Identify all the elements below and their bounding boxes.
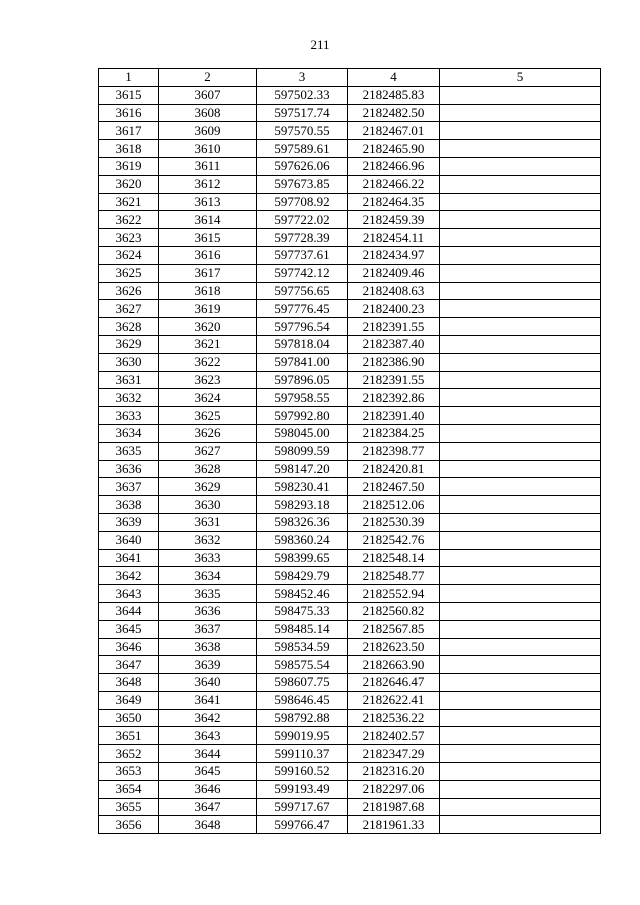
x-coordinate-cell: 599019.95 <box>257 727 348 745</box>
source-point-cell: 3615 <box>159 229 257 247</box>
column-header-4: 4 <box>348 69 440 87</box>
source-point-cell: 3633 <box>159 549 257 567</box>
y-coordinate-cell: 2182459.39 <box>348 211 440 229</box>
x-coordinate-cell: 598485.14 <box>257 620 348 638</box>
source-point-cell: 3607 <box>159 86 257 104</box>
y-coordinate-cell: 2182398.77 <box>348 442 440 460</box>
y-coordinate-cell: 2182384.25 <box>348 424 440 442</box>
table-row <box>99 567 601 585</box>
note-cell <box>440 318 601 336</box>
x-coordinate-cell: 599717.67 <box>257 798 348 816</box>
x-coordinate-cell: 598360.24 <box>257 531 348 549</box>
y-coordinate-cell: 2182454.11 <box>348 229 440 247</box>
x-coordinate-cell: 599193.49 <box>257 780 348 798</box>
source-point-cell: 3646 <box>159 780 257 798</box>
note-cell <box>440 549 601 567</box>
source-point-cell: 3622 <box>159 353 257 371</box>
source-point-cell: 3609 <box>159 122 257 140</box>
x-coordinate-cell: 597992.80 <box>257 407 348 425</box>
note-cell <box>440 816 601 834</box>
table-row <box>99 496 601 514</box>
source-point-cell: 3639 <box>159 656 257 674</box>
table-row <box>99 585 601 603</box>
point-number-cell: 3642 <box>99 567 159 585</box>
point-number-cell: 3633 <box>99 407 159 425</box>
source-point-cell: 3623 <box>159 371 257 389</box>
column-header-3: 3 <box>257 69 348 87</box>
y-coordinate-cell: 2182485.83 <box>348 86 440 104</box>
note-cell <box>440 691 601 709</box>
note-cell <box>440 86 601 104</box>
point-number-cell: 3640 <box>99 531 159 549</box>
y-coordinate-cell: 2182530.39 <box>348 513 440 531</box>
table-row <box>99 709 601 727</box>
note-cell <box>440 389 601 407</box>
column-header-1: 1 <box>99 69 159 87</box>
note-cell <box>440 620 601 638</box>
table-row <box>99 549 601 567</box>
table-row <box>99 211 601 229</box>
table-row <box>99 656 601 674</box>
table-row <box>99 531 601 549</box>
point-number-cell: 3656 <box>99 816 159 834</box>
y-coordinate-cell: 2182646.47 <box>348 674 440 692</box>
source-point-cell: 3625 <box>159 407 257 425</box>
table-row <box>99 264 601 282</box>
point-number-cell: 3631 <box>99 371 159 389</box>
table-row <box>99 442 601 460</box>
source-point-cell: 3629 <box>159 478 257 496</box>
y-coordinate-cell: 2181987.68 <box>348 798 440 816</box>
x-coordinate-cell: 598099.59 <box>257 442 348 460</box>
x-coordinate-cell: 597570.55 <box>257 122 348 140</box>
table-row <box>99 86 601 104</box>
y-coordinate-cell: 2182402.57 <box>348 727 440 745</box>
note-cell <box>440 602 601 620</box>
table-row <box>99 763 601 781</box>
note-cell <box>440 122 601 140</box>
x-coordinate-cell: 597517.74 <box>257 104 348 122</box>
x-coordinate-cell: 598293.18 <box>257 496 348 514</box>
source-point-cell: 3619 <box>159 300 257 318</box>
table-row <box>99 407 601 425</box>
x-coordinate-cell: 597756.65 <box>257 282 348 300</box>
y-coordinate-cell: 2182560.82 <box>348 602 440 620</box>
source-point-cell: 3621 <box>159 335 257 353</box>
point-number-cell: 3645 <box>99 620 159 638</box>
x-coordinate-cell: 597958.55 <box>257 389 348 407</box>
table-header <box>99 69 601 87</box>
source-point-cell: 3630 <box>159 496 257 514</box>
note-cell <box>440 638 601 656</box>
source-point-cell: 3631 <box>159 513 257 531</box>
table-row <box>99 620 601 638</box>
source-point-cell: 3614 <box>159 211 257 229</box>
x-coordinate-cell: 598230.41 <box>257 478 348 496</box>
note-cell <box>440 727 601 745</box>
note-cell <box>440 353 601 371</box>
x-coordinate-cell: 598326.36 <box>257 513 348 531</box>
table-row <box>99 691 601 709</box>
point-number-cell: 3648 <box>99 674 159 692</box>
x-coordinate-cell: 598045.00 <box>257 424 348 442</box>
point-number-cell: 3618 <box>99 140 159 158</box>
header-row <box>99 69 601 87</box>
point-number-cell: 3638 <box>99 496 159 514</box>
table-row <box>99 638 601 656</box>
table-row <box>99 193 601 211</box>
column-header-2: 2 <box>159 69 257 87</box>
note-cell <box>440 407 601 425</box>
point-number-cell: 3624 <box>99 246 159 264</box>
point-number-cell: 3651 <box>99 727 159 745</box>
note-cell <box>440 780 601 798</box>
table-row <box>99 140 601 158</box>
source-point-cell: 3627 <box>159 442 257 460</box>
x-coordinate-cell: 597742.12 <box>257 264 348 282</box>
source-point-cell: 3616 <box>159 246 257 264</box>
point-number-cell: 3616 <box>99 104 159 122</box>
x-coordinate-cell: 597737.61 <box>257 246 348 264</box>
source-point-cell: 3644 <box>159 745 257 763</box>
y-coordinate-cell: 2182391.40 <box>348 407 440 425</box>
table-row <box>99 229 601 247</box>
note-cell <box>440 282 601 300</box>
y-coordinate-cell: 2182512.06 <box>348 496 440 514</box>
y-coordinate-cell: 2182297.06 <box>348 780 440 798</box>
x-coordinate-cell: 597502.33 <box>257 86 348 104</box>
source-point-cell: 3628 <box>159 460 257 478</box>
y-coordinate-cell: 2182663.90 <box>348 656 440 674</box>
point-number-cell: 3622 <box>99 211 159 229</box>
source-point-cell: 3637 <box>159 620 257 638</box>
table-row <box>99 780 601 798</box>
x-coordinate-cell: 597796.54 <box>257 318 348 336</box>
note-cell <box>440 104 601 122</box>
table-row <box>99 389 601 407</box>
table-row <box>99 335 601 353</box>
source-point-cell: 3648 <box>159 816 257 834</box>
point-number-cell: 3632 <box>99 389 159 407</box>
source-point-cell: 3632 <box>159 531 257 549</box>
source-point-cell: 3635 <box>159 585 257 603</box>
y-coordinate-cell: 2182467.50 <box>348 478 440 496</box>
point-number-cell: 3649 <box>99 691 159 709</box>
table-row <box>99 478 601 496</box>
table-row <box>99 157 601 175</box>
y-coordinate-cell: 2182434.97 <box>348 246 440 264</box>
point-number-cell: 3641 <box>99 549 159 567</box>
x-coordinate-cell: 599160.52 <box>257 763 348 781</box>
source-point-cell: 3608 <box>159 104 257 122</box>
note-cell <box>440 193 601 211</box>
y-coordinate-cell: 2182548.14 <box>348 549 440 567</box>
x-coordinate-cell: 598429.79 <box>257 567 348 585</box>
y-coordinate-cell: 2182386.90 <box>348 353 440 371</box>
x-coordinate-cell: 597722.02 <box>257 211 348 229</box>
page-number: 211 <box>310 37 330 52</box>
source-point-cell: 3643 <box>159 727 257 745</box>
y-coordinate-cell: 2182552.94 <box>348 585 440 603</box>
x-coordinate-cell: 598607.75 <box>257 674 348 692</box>
note-cell <box>440 656 601 674</box>
point-number-cell: 3644 <box>99 602 159 620</box>
x-coordinate-cell: 598792.88 <box>257 709 348 727</box>
source-point-cell: 3640 <box>159 674 257 692</box>
x-coordinate-cell: 597896.05 <box>257 371 348 389</box>
y-coordinate-cell: 2182464.35 <box>348 193 440 211</box>
point-number-cell: 3652 <box>99 745 159 763</box>
y-coordinate-cell: 2182409.46 <box>348 264 440 282</box>
y-coordinate-cell: 2182467.01 <box>348 122 440 140</box>
table-row <box>99 513 601 531</box>
point-number-cell: 3634 <box>99 424 159 442</box>
point-number-cell: 3636 <box>99 460 159 478</box>
y-coordinate-cell: 2182466.96 <box>348 157 440 175</box>
x-coordinate-cell: 598452.46 <box>257 585 348 603</box>
x-coordinate-cell: 598646.45 <box>257 691 348 709</box>
y-coordinate-cell: 2182466.22 <box>348 175 440 193</box>
y-coordinate-cell: 2182465.90 <box>348 140 440 158</box>
x-coordinate-cell: 597841.00 <box>257 353 348 371</box>
x-coordinate-cell: 598147.20 <box>257 460 348 478</box>
note-cell <box>440 460 601 478</box>
source-point-cell: 3624 <box>159 389 257 407</box>
table-row <box>99 674 601 692</box>
note-cell <box>440 300 601 318</box>
source-point-cell: 3642 <box>159 709 257 727</box>
note-cell <box>440 478 601 496</box>
table-row <box>99 318 601 336</box>
note-cell <box>440 264 601 282</box>
note-cell <box>440 157 601 175</box>
point-number-cell: 3653 <box>99 763 159 781</box>
table-row <box>99 104 601 122</box>
point-number-cell: 3626 <box>99 282 159 300</box>
note-cell <box>440 211 601 229</box>
x-coordinate-cell: 597708.92 <box>257 193 348 211</box>
point-number-cell: 3639 <box>99 513 159 531</box>
table-row <box>99 460 601 478</box>
table-row <box>99 816 601 834</box>
point-number-cell: 3630 <box>99 353 159 371</box>
y-coordinate-cell: 2182420.81 <box>348 460 440 478</box>
y-coordinate-cell: 2182482.50 <box>348 104 440 122</box>
source-point-cell: 3610 <box>159 140 257 158</box>
point-number-cell: 3647 <box>99 656 159 674</box>
source-point-cell: 3626 <box>159 424 257 442</box>
note-cell <box>440 424 601 442</box>
x-coordinate-cell: 598534.59 <box>257 638 348 656</box>
y-coordinate-cell: 2182347.29 <box>348 745 440 763</box>
table-row <box>99 175 601 193</box>
note-cell <box>440 513 601 531</box>
table-row <box>99 602 601 620</box>
point-number-cell: 3623 <box>99 229 159 247</box>
y-coordinate-cell: 2182391.55 <box>348 371 440 389</box>
point-number-cell: 3650 <box>99 709 159 727</box>
point-number-cell: 3621 <box>99 193 159 211</box>
table-row <box>99 371 601 389</box>
source-point-cell: 3634 <box>159 567 257 585</box>
x-coordinate-cell: 597776.45 <box>257 300 348 318</box>
source-point-cell: 3645 <box>159 763 257 781</box>
x-coordinate-cell: 597728.39 <box>257 229 348 247</box>
note-cell <box>440 798 601 816</box>
source-point-cell: 3620 <box>159 318 257 336</box>
coordinates-table <box>98 68 601 834</box>
y-coordinate-cell: 2182387.40 <box>348 335 440 353</box>
note-cell <box>440 709 601 727</box>
x-coordinate-cell: 597589.61 <box>257 140 348 158</box>
note-cell <box>440 229 601 247</box>
point-number-cell: 3627 <box>99 300 159 318</box>
source-point-cell: 3617 <box>159 264 257 282</box>
y-coordinate-cell: 2182392.86 <box>348 389 440 407</box>
y-coordinate-cell: 2182548.77 <box>348 567 440 585</box>
point-number-cell: 3628 <box>99 318 159 336</box>
point-number-cell: 3646 <box>99 638 159 656</box>
point-number-cell: 3620 <box>99 175 159 193</box>
point-number-cell: 3637 <box>99 478 159 496</box>
table-row <box>99 798 601 816</box>
note-cell <box>440 496 601 514</box>
y-coordinate-cell: 2182567.85 <box>348 620 440 638</box>
table-row <box>99 353 601 371</box>
y-coordinate-cell: 2182316.20 <box>348 763 440 781</box>
source-point-cell: 3638 <box>159 638 257 656</box>
point-number-cell: 3655 <box>99 798 159 816</box>
note-cell <box>440 567 601 585</box>
point-number-cell: 3629 <box>99 335 159 353</box>
y-coordinate-cell: 2182542.76 <box>348 531 440 549</box>
y-coordinate-cell: 2181961.33 <box>348 816 440 834</box>
source-point-cell: 3618 <box>159 282 257 300</box>
y-coordinate-cell: 2182408.63 <box>348 282 440 300</box>
note-cell <box>440 763 601 781</box>
source-point-cell: 3647 <box>159 798 257 816</box>
source-point-cell: 3641 <box>159 691 257 709</box>
note-cell <box>440 140 601 158</box>
source-point-cell: 3611 <box>159 157 257 175</box>
source-point-cell: 3612 <box>159 175 257 193</box>
point-number-cell: 3635 <box>99 442 159 460</box>
point-number-cell: 3625 <box>99 264 159 282</box>
table-row <box>99 745 601 763</box>
table-body <box>99 86 601 833</box>
table-row <box>99 246 601 264</box>
x-coordinate-cell: 599110.37 <box>257 745 348 763</box>
note-cell <box>440 531 601 549</box>
x-coordinate-cell: 598575.54 <box>257 656 348 674</box>
y-coordinate-cell: 2182622.41 <box>348 691 440 709</box>
x-coordinate-cell: 599766.47 <box>257 816 348 834</box>
table-row <box>99 727 601 745</box>
source-point-cell: 3613 <box>159 193 257 211</box>
point-number-cell: 3654 <box>99 780 159 798</box>
y-coordinate-cell: 2182400.23 <box>348 300 440 318</box>
note-cell <box>440 745 601 763</box>
point-number-cell: 3619 <box>99 157 159 175</box>
source-point-cell: 3636 <box>159 602 257 620</box>
note-cell <box>440 585 601 603</box>
column-header-5: 5 <box>440 69 601 87</box>
x-coordinate-cell: 598399.65 <box>257 549 348 567</box>
x-coordinate-cell: 597818.04 <box>257 335 348 353</box>
note-cell <box>440 246 601 264</box>
x-coordinate-cell: 597626.06 <box>257 157 348 175</box>
note-cell <box>440 442 601 460</box>
point-number-cell: 3643 <box>99 585 159 603</box>
note-cell <box>440 371 601 389</box>
table-row <box>99 300 601 318</box>
note-cell <box>440 674 601 692</box>
note-cell <box>440 175 601 193</box>
x-coordinate-cell: 598475.33 <box>257 602 348 620</box>
y-coordinate-cell: 2182623.50 <box>348 638 440 656</box>
table-row <box>99 282 601 300</box>
point-number-cell: 3617 <box>99 122 159 140</box>
y-coordinate-cell: 2182536.22 <box>348 709 440 727</box>
x-coordinate-cell: 597673.85 <box>257 175 348 193</box>
table-row <box>99 122 601 140</box>
note-cell <box>440 335 601 353</box>
point-number-cell: 3615 <box>99 86 159 104</box>
y-coordinate-cell: 2182391.55 <box>348 318 440 336</box>
table-row <box>99 424 601 442</box>
